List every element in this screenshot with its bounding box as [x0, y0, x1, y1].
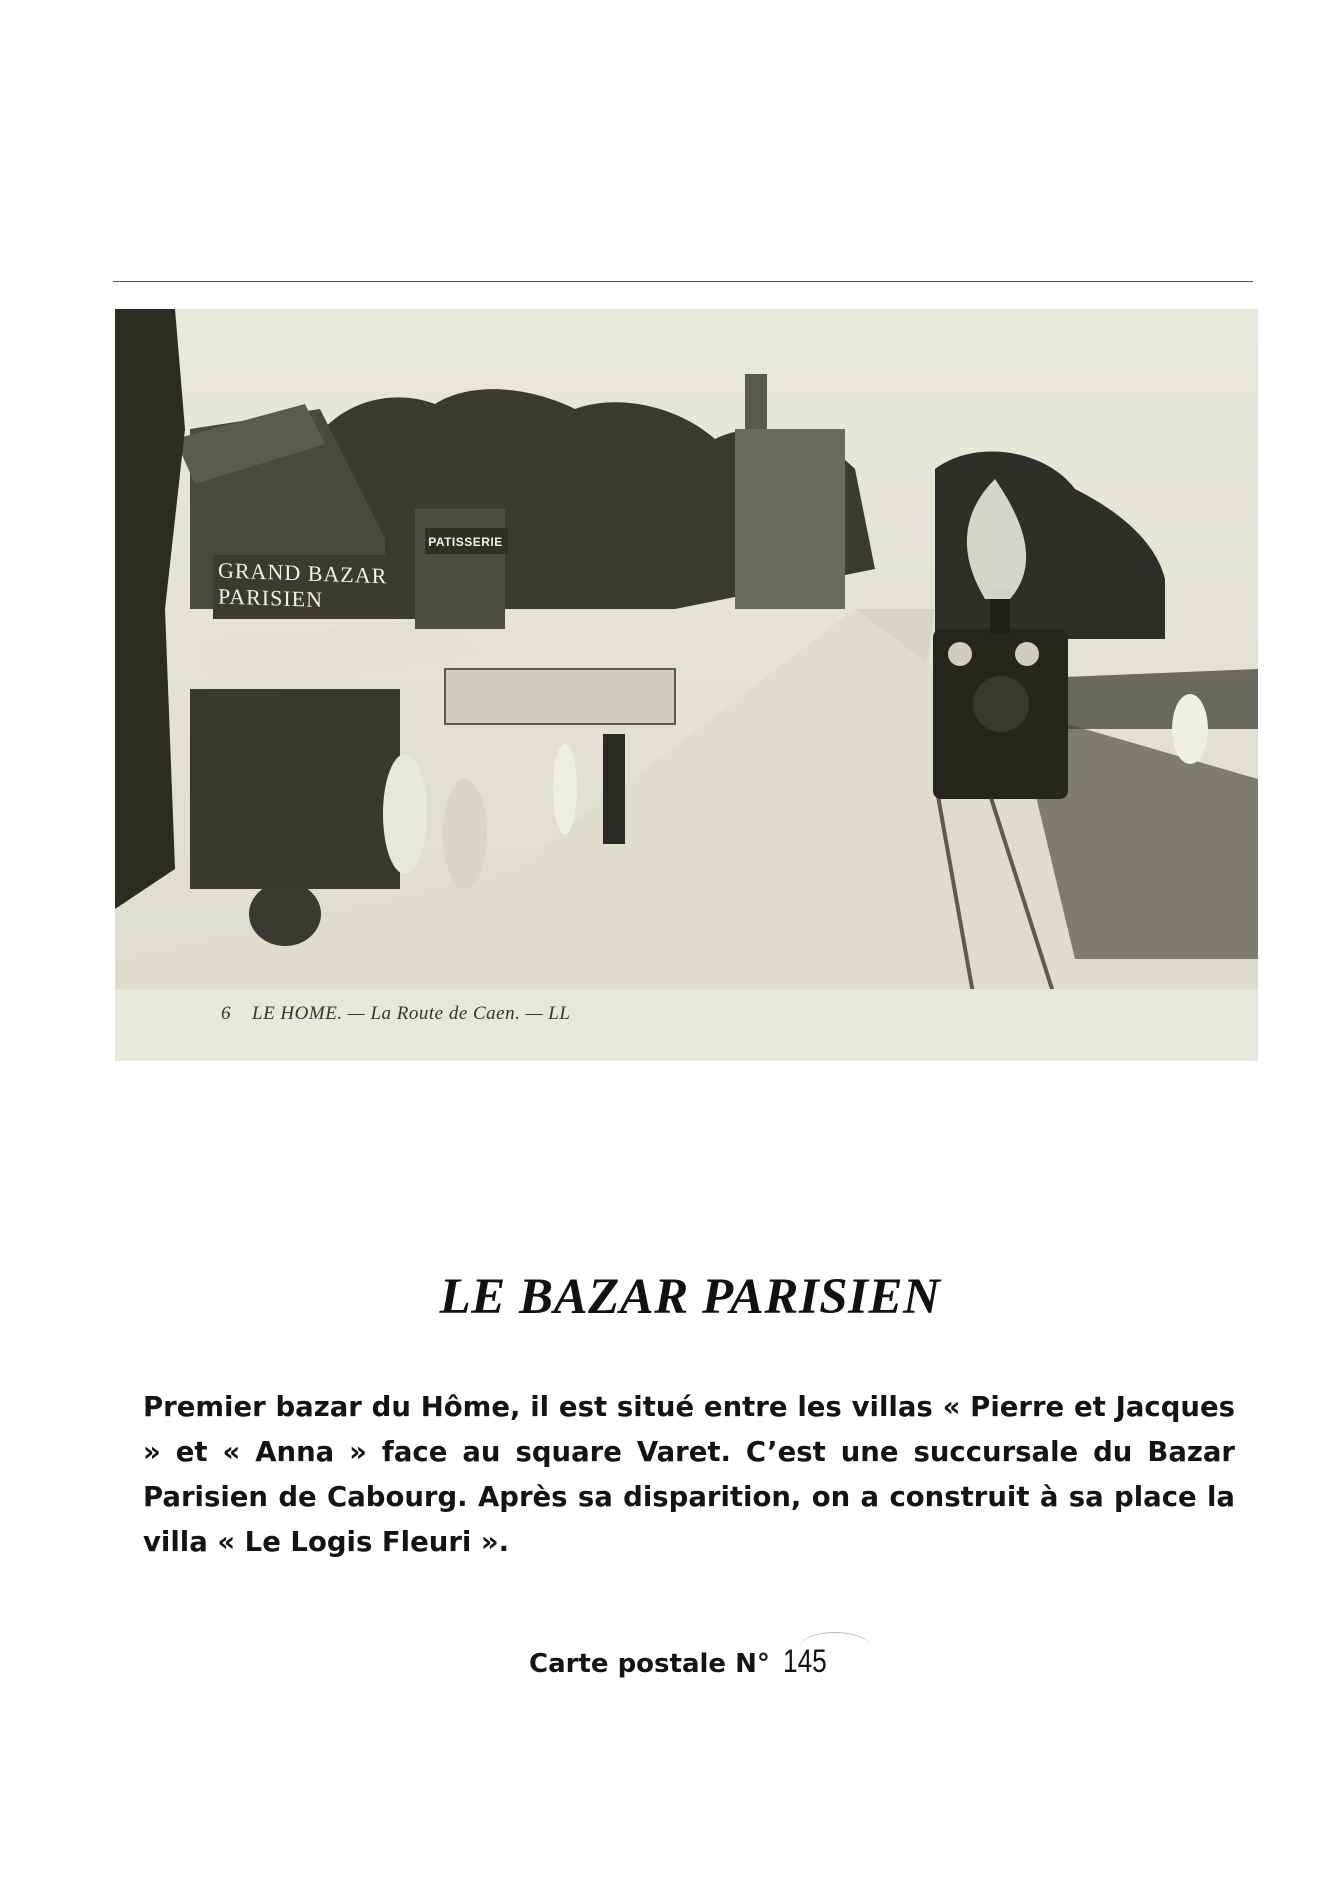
postcard-caption: 6 LE HOME. — La Route de Caen. — LL — [221, 1003, 571, 1024]
postcard-photo — [115, 309, 1258, 1061]
article-body: Premier bazar du Hôme, il est situé entre les villas « Pierre et Jacques » et « Anna » face au square Varet. C’est une succursale du Bazar Parisien de Cabourg. Après sa disparition, on a construit à sa place la villa « Le Logis Fleuri ». — [143, 1391, 1235, 1558]
shop-sign: GRAND BAZAR PARISIEN — [218, 557, 388, 613]
postcard-number-label: Carte postale N° — [529, 1649, 779, 1679]
postcard-number-line — [529, 1643, 836, 1693]
postcard-illustration — [115, 309, 1258, 1061]
patisserie-sign: PATISSERIE — [428, 535, 503, 549]
top-rule — [113, 281, 1253, 282]
article-title: LE BAZAR PARISIEN — [439, 1269, 941, 1325]
postcard-number: 145 — [782, 1643, 827, 1679]
